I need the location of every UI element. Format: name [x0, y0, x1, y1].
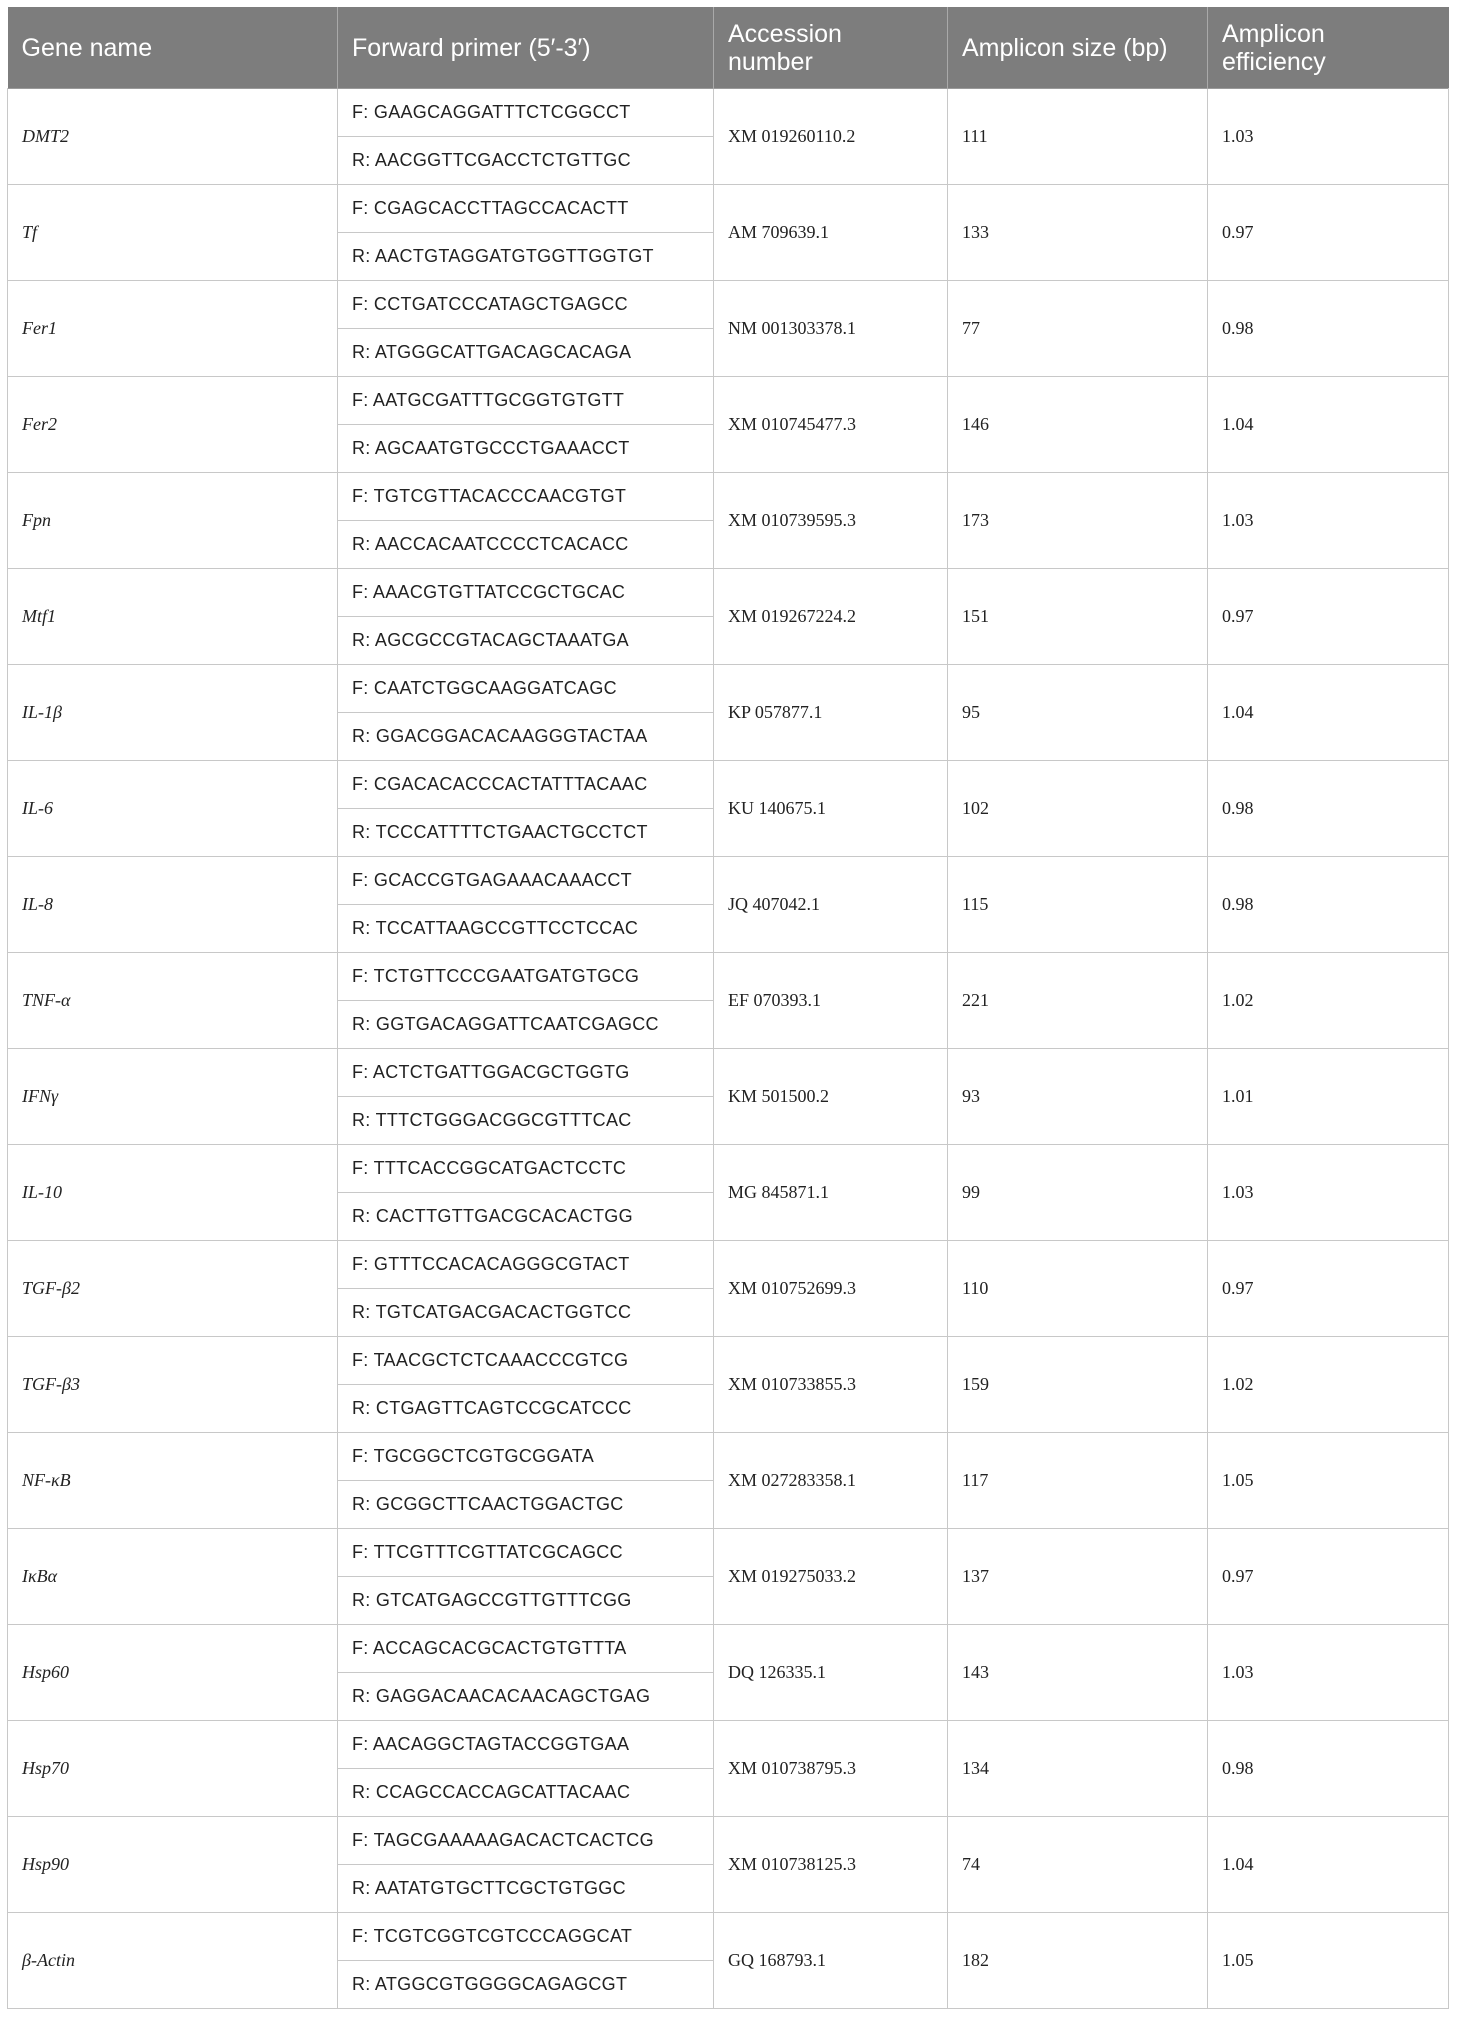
amplicon-efficiency-cell: 1.03: [1208, 89, 1449, 185]
forward-primer-cell: F: AACAGGCTAGTACCGGTGAA: [338, 1721, 714, 1769]
gene-name-cell: TGF-β2: [8, 1241, 338, 1337]
forward-primer-cell: F: TCTGTTCCCGAATGATGTGCG: [338, 953, 714, 1001]
amplicon-efficiency-cell: 1.02: [1208, 953, 1449, 1049]
amplicon-efficiency-cell: 1.01: [1208, 1049, 1449, 1145]
gene-name-cell: IFNγ: [8, 1049, 338, 1145]
gene-name-cell: IκBα: [8, 1529, 338, 1625]
gene-name-cell: IL-8: [8, 857, 338, 953]
accession-cell: JQ 407042.1: [714, 857, 948, 953]
primer-table-container: [7, 7, 1448, 2009]
forward-primer-cell: F: TCGTCGGTCGTCCCAGGCAT: [338, 1913, 714, 1961]
reverse-primer-cell: R: AACGGTTCGACCTCTGTTGC: [338, 137, 714, 185]
amplicon-size-cell: 77: [948, 281, 1208, 377]
amplicon-efficiency-cell: 1.03: [1208, 473, 1449, 569]
reverse-primer-cell: R: GGTGACAGGATTCAATCGAGCC: [338, 1001, 714, 1049]
reverse-primer-cell: R: TCCCATTTTCTGAACTGCCTCT: [338, 809, 714, 857]
table-row: [8, 569, 1449, 617]
amplicon-size-cell: 133: [948, 185, 1208, 281]
amplicon-size-cell: 117: [948, 1433, 1208, 1529]
amplicon-size-cell: 182: [948, 1913, 1208, 2009]
reverse-primer-cell: R: GCGGCTTCAACTGGACTGC: [338, 1481, 714, 1529]
forward-primer-cell: F: TGCGGCTCGTGCGGATA: [338, 1433, 714, 1481]
amplicon-size-cell: 134: [948, 1721, 1208, 1817]
forward-primer-cell: F: ACTCTGATTGGACGCTGGTG: [338, 1049, 714, 1097]
accession-cell: MG 845871.1: [714, 1145, 948, 1241]
amplicon-efficiency-cell: 1.05: [1208, 1913, 1449, 2009]
gene-name-cell: IL-10: [8, 1145, 338, 1241]
reverse-primer-cell: R: ATGGCGTGGGGCAGAGCGT: [338, 1961, 714, 2009]
accession-cell: XM 010745477.3: [714, 377, 948, 473]
forward-primer-cell: F: TTCGTTTCGTTATCGCAGCC: [338, 1529, 714, 1577]
amplicon-size-cell: 102: [948, 761, 1208, 857]
reverse-primer-cell: R: CTGAGTTCAGTCCGCATCCC: [338, 1385, 714, 1433]
accession-cell: XM 019260110.2: [714, 89, 948, 185]
reverse-primer-cell: R: AATATGTGCTTCGCTGTGGC: [338, 1865, 714, 1913]
amplicon-size-cell: 93: [948, 1049, 1208, 1145]
amplicon-size-cell: 159: [948, 1337, 1208, 1433]
table-row: [8, 473, 1449, 521]
amplicon-size-cell: 173: [948, 473, 1208, 569]
amplicon-size-cell: 111: [948, 89, 1208, 185]
reverse-primer-cell: R: ATGGGCATTGACAGCACAGA: [338, 329, 714, 377]
amplicon-size-cell: 143: [948, 1625, 1208, 1721]
reverse-primer-cell: R: TTTCTGGGACGGCGTTTCAC: [338, 1097, 714, 1145]
table-row: [8, 1721, 1449, 1769]
accession-cell: DQ 126335.1: [714, 1625, 948, 1721]
amplicon-efficiency-cell: 0.98: [1208, 857, 1449, 953]
accession-cell: XM 010733855.3: [714, 1337, 948, 1433]
header-row: [8, 7, 1449, 89]
reverse-primer-cell: R: GGACGGACACAAGGGTACTAA: [338, 713, 714, 761]
amplicon-size-cell: 146: [948, 377, 1208, 473]
table-row: [8, 1241, 1449, 1289]
accession-cell: KM 501500.2: [714, 1049, 948, 1145]
reverse-primer-cell: R: CCAGCCACCAGCATTACAAC: [338, 1769, 714, 1817]
gene-name-cell: NF-κB: [8, 1433, 338, 1529]
forward-primer-cell: F: TTTCACCGGCATGACTCCTC: [338, 1145, 714, 1193]
accession-cell: XM 019275033.2: [714, 1529, 948, 1625]
primer-table: [7, 7, 1449, 2009]
gene-name-cell: Fer1: [8, 281, 338, 377]
reverse-primer-cell: R: GAGGACAACACAACAGCTGAG: [338, 1673, 714, 1721]
amplicon-efficiency-cell: 1.04: [1208, 1817, 1449, 1913]
forward-primer-cell: F: CCTGATCCCATAGCTGAGCC: [338, 281, 714, 329]
forward-primer-cell: F: AAACGTGTTATCCGCTGCAC: [338, 569, 714, 617]
forward-primer-cell: F: TGTCGTTACACCCAACGTGT: [338, 473, 714, 521]
gene-name-cell: β-Actin: [8, 1913, 338, 2009]
table-row: [8, 761, 1449, 809]
amplicon-size-cell: 110: [948, 1241, 1208, 1337]
accession-cell: KP 057877.1: [714, 665, 948, 761]
gene-name-cell: IL-1β: [8, 665, 338, 761]
reverse-primer-cell: R: AACCACAATCCCCTCACACC: [338, 521, 714, 569]
forward-primer-cell: F: TAACGCTCTCAAACCCGTCG: [338, 1337, 714, 1385]
gene-name-cell: TGF-β3: [8, 1337, 338, 1433]
table-row: [8, 1817, 1449, 1865]
gene-name-cell: Hsp70: [8, 1721, 338, 1817]
gene-name-cell: Tf: [8, 185, 338, 281]
forward-primer-cell: F: CGACACACCCACTATTTACAAC: [338, 761, 714, 809]
accession-cell: AM 709639.1: [714, 185, 948, 281]
table-row: [8, 953, 1449, 1001]
accession-cell: GQ 168793.1: [714, 1913, 948, 2009]
amplicon-efficiency-cell: 1.05: [1208, 1433, 1449, 1529]
table-row: [8, 1049, 1449, 1097]
amplicon-efficiency-cell: 0.98: [1208, 1721, 1449, 1817]
gene-name-cell: Hsp60: [8, 1625, 338, 1721]
amplicon-size-cell: 151: [948, 569, 1208, 665]
amplicon-efficiency-cell: 0.97: [1208, 569, 1449, 665]
table-row: [8, 1433, 1449, 1481]
forward-primer-cell: F: CAATCTGGCAAGGATCAGC: [338, 665, 714, 713]
amplicon-efficiency-cell: 0.97: [1208, 1241, 1449, 1337]
amplicon-efficiency-cell: 1.03: [1208, 1145, 1449, 1241]
table-body: [8, 89, 1449, 2009]
gene-name-cell: Mtf1: [8, 569, 338, 665]
amplicon-size-cell: 221: [948, 953, 1208, 1049]
amplicon-efficiency-cell: 0.98: [1208, 281, 1449, 377]
accession-cell: XM 010752699.3: [714, 1241, 948, 1337]
header-amplicon-efficiency: Amplicon efficiency: [1208, 7, 1449, 89]
accession-cell: EF 070393.1: [714, 953, 948, 1049]
header-gene-name: Gene name: [8, 7, 338, 89]
gene-name-cell: Hsp90: [8, 1817, 338, 1913]
accession-cell: XM 010738125.3: [714, 1817, 948, 1913]
accession-cell: KU 140675.1: [714, 761, 948, 857]
table-row: [8, 1529, 1449, 1577]
amplicon-efficiency-cell: 0.98: [1208, 761, 1449, 857]
header-amplicon-size: Amplicon size (bp): [948, 7, 1208, 89]
amplicon-efficiency-cell: 1.02: [1208, 1337, 1449, 1433]
header-accession-number: Accession number: [714, 7, 948, 89]
table-row: [8, 1337, 1449, 1385]
accession-cell: NM 001303378.1: [714, 281, 948, 377]
amplicon-size-cell: 74: [948, 1817, 1208, 1913]
table-row: [8, 377, 1449, 425]
reverse-primer-cell: R: GTCATGAGCCGTTGTTTCGG: [338, 1577, 714, 1625]
accession-cell: XM 027283358.1: [714, 1433, 948, 1529]
amplicon-efficiency-cell: 0.97: [1208, 1529, 1449, 1625]
forward-primer-cell: F: CGAGCACCTTAGCCACACTT: [338, 185, 714, 233]
reverse-primer-cell: R: AACTGTAGGATGTGGTTGGTGT: [338, 233, 714, 281]
amplicon-efficiency-cell: 1.03: [1208, 1625, 1449, 1721]
table-row: [8, 89, 1449, 137]
amplicon-size-cell: 137: [948, 1529, 1208, 1625]
gene-name-cell: Fpn: [8, 473, 338, 569]
table-row: [8, 1913, 1449, 1961]
table-row: [8, 857, 1449, 905]
header-forward-primer: Forward primer (5′-3′): [338, 7, 714, 89]
table-row: [8, 1145, 1449, 1193]
table-header: [8, 7, 1449, 89]
table-row: [8, 185, 1449, 233]
reverse-primer-cell: R: CACTTGTTGACGCACACTGG: [338, 1193, 714, 1241]
reverse-primer-cell: R: AGCAATGTGCCCTGAAACCT: [338, 425, 714, 473]
forward-primer-cell: F: GAAGCAGGATTTCTCGGCCT: [338, 89, 714, 137]
table-row: [8, 1625, 1449, 1673]
accession-cell: XM 019267224.2: [714, 569, 948, 665]
table-row: [8, 281, 1449, 329]
amplicon-efficiency-cell: 1.04: [1208, 665, 1449, 761]
gene-name-cell: TNF-α: [8, 953, 338, 1049]
amplicon-size-cell: 115: [948, 857, 1208, 953]
forward-primer-cell: F: GCACCGTGAGAAACAAACCT: [338, 857, 714, 905]
accession-cell: XM 010739595.3: [714, 473, 948, 569]
gene-name-cell: DMT2: [8, 89, 338, 185]
forward-primer-cell: F: ACCAGCACGCACTGTGTTTA: [338, 1625, 714, 1673]
amplicon-size-cell: 95: [948, 665, 1208, 761]
reverse-primer-cell: R: AGCGCCGTACAGCTAAATGA: [338, 617, 714, 665]
forward-primer-cell: F: AATGCGATTTGCGGTGTGTT: [338, 377, 714, 425]
amplicon-efficiency-cell: 1.04: [1208, 377, 1449, 473]
gene-name-cell: IL-6: [8, 761, 338, 857]
accession-cell: XM 010738795.3: [714, 1721, 948, 1817]
forward-primer-cell: F: GTTTCCACACAGGGCGTACT: [338, 1241, 714, 1289]
reverse-primer-cell: R: TCCATTAAGCCGTTCCTCCAC: [338, 905, 714, 953]
gene-name-cell: Fer2: [8, 377, 338, 473]
amplicon-size-cell: 99: [948, 1145, 1208, 1241]
reverse-primer-cell: R: TGTCATGACGACACTGGTCC: [338, 1289, 714, 1337]
amplicon-efficiency-cell: 0.97: [1208, 185, 1449, 281]
table-row: [8, 665, 1449, 713]
forward-primer-cell: F: TAGCGAAAAAGACACTCACTCG: [338, 1817, 714, 1865]
